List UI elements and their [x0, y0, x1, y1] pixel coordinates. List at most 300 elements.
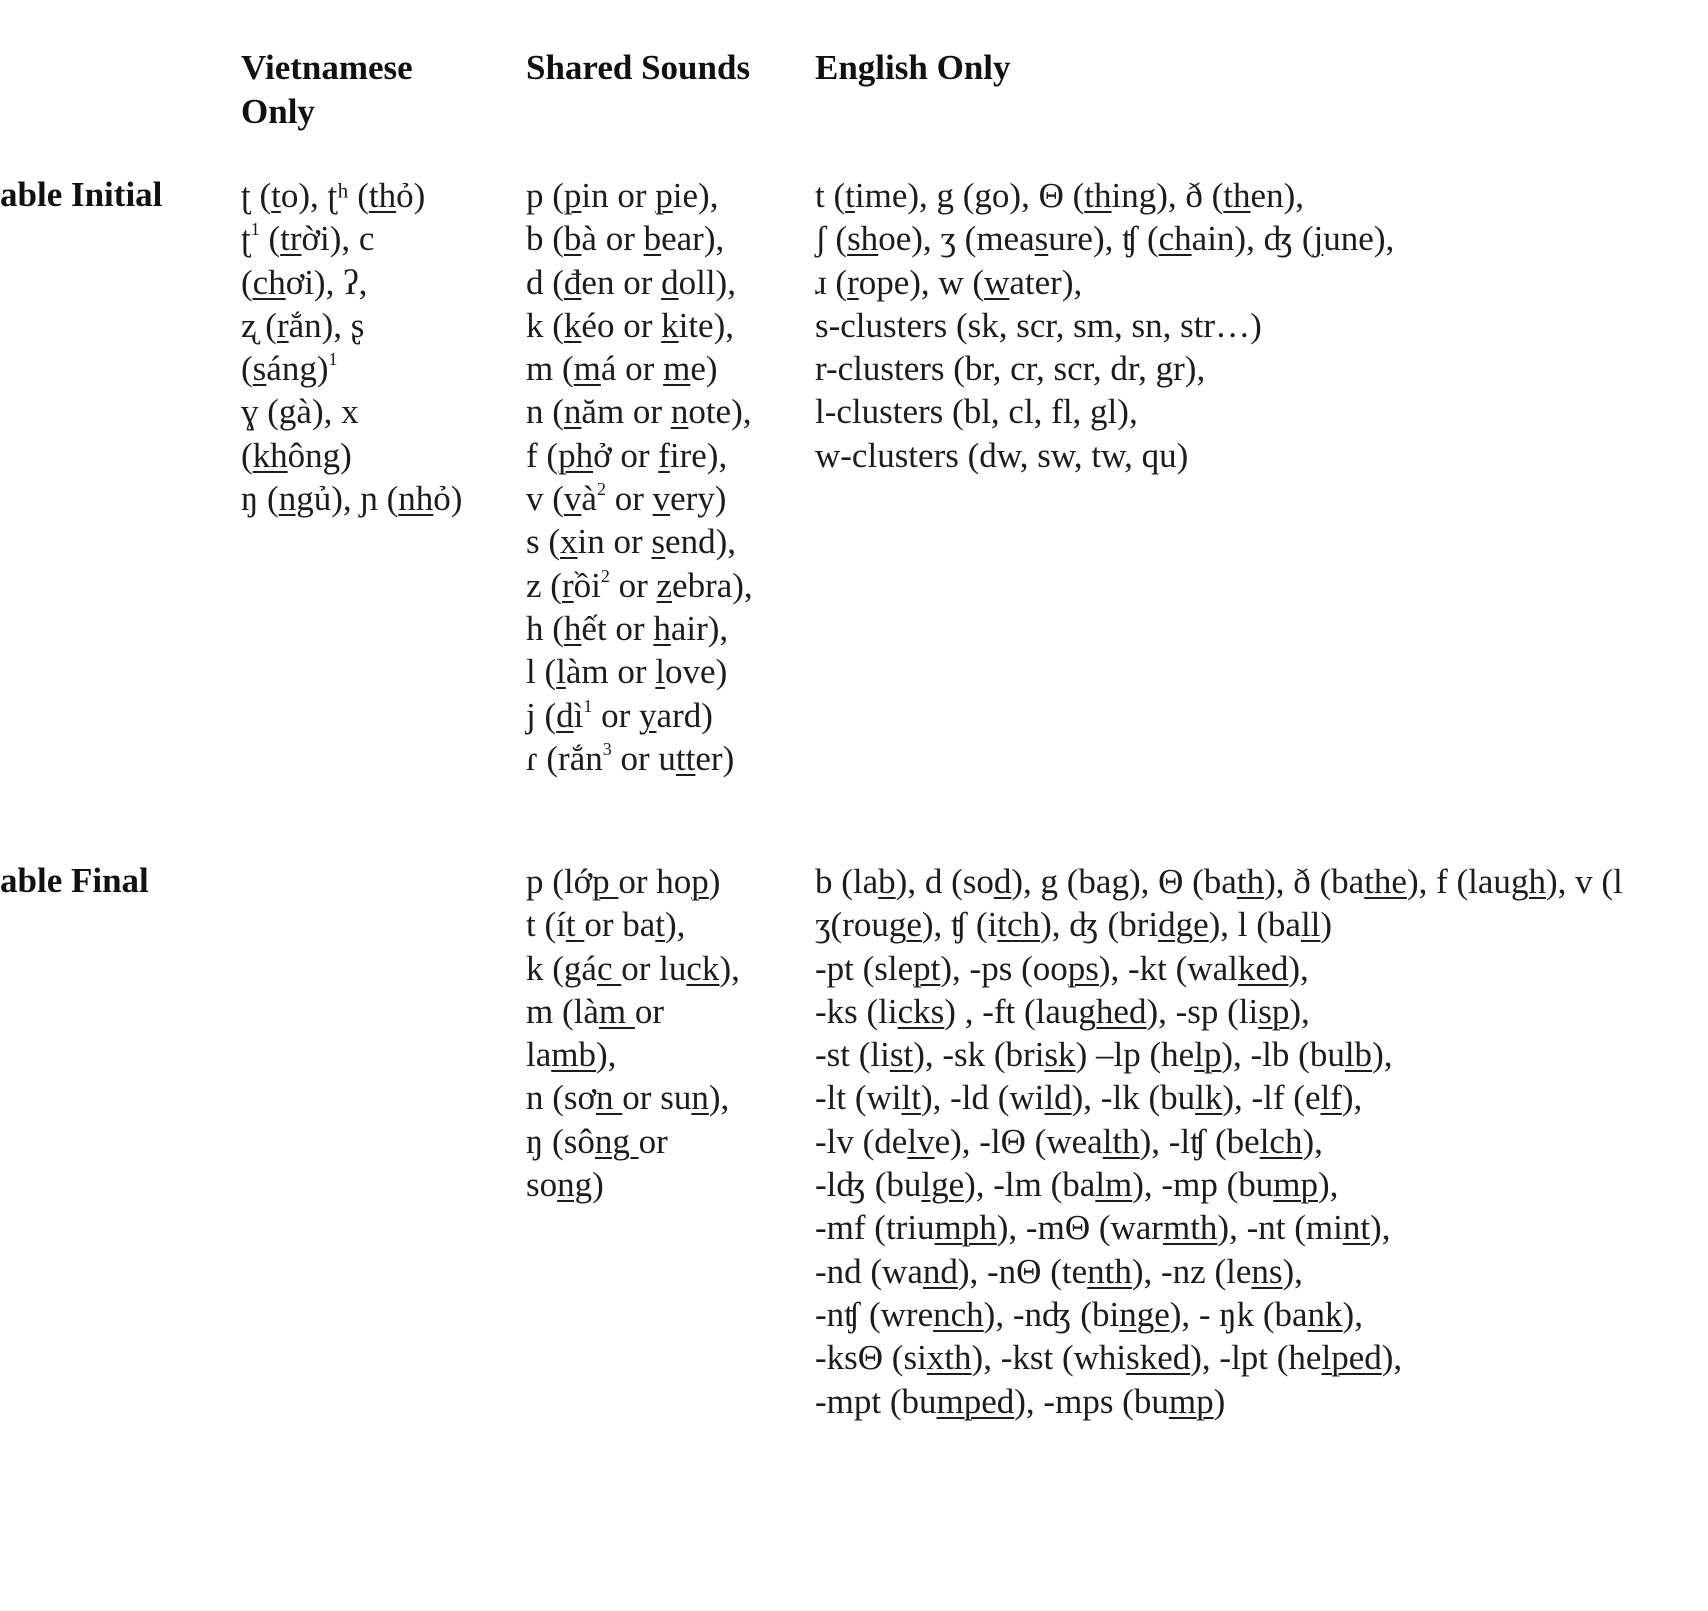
text-segment: air),	[670, 608, 729, 648]
text-segment: or ba	[584, 905, 656, 945]
text-segment: ),	[1370, 1208, 1391, 1248]
cell-line	[815, 1336, 1623, 1379]
text-segment: ʈ (	[241, 176, 272, 215]
underlined-grapheme: r	[561, 565, 574, 605]
cell-line	[815, 903, 1623, 946]
underlined-grapheme: ghed	[1078, 991, 1147, 1031]
underlined-grapheme: v	[652, 479, 671, 519]
cell-line	[526, 347, 753, 390]
text-segment: ),	[1302, 1121, 1323, 1161]
underlined-grapheme: b	[878, 862, 896, 901]
cell-final-shared-sounds	[526, 860, 740, 1206]
underlined-grapheme: lped	[1321, 1338, 1382, 1378]
text-segment: ì	[573, 695, 584, 735]
underlined-grapheme: sk	[1044, 1035, 1076, 1075]
text-segment: -ksΘ (si	[815, 1338, 927, 1378]
text-segment: ), -sk (bri	[913, 1035, 1045, 1075]
cell-line	[815, 1033, 1623, 1076]
underlined-grapheme: th	[1223, 176, 1251, 215]
underlined-grapheme: ng	[278, 479, 314, 519]
text-segment: -mf (triu	[815, 1208, 935, 1248]
cell-line	[815, 1380, 1623, 1423]
cell-line	[526, 903, 740, 946]
text-segment: so	[526, 1165, 558, 1205]
underlined-grapheme: f	[658, 435, 670, 475]
text-segment: (	[241, 349, 253, 389]
text-segment: p (lớ	[526, 862, 593, 901]
text-segment: ɾ (rắn	[526, 738, 603, 778]
underlined-grapheme: ph	[558, 435, 594, 475]
text-segment: m (	[526, 349, 574, 389]
underlined-grapheme: ch	[252, 262, 286, 302]
underlined-grapheme: th	[1084, 176, 1112, 215]
underlined-grapheme: w	[984, 262, 1010, 302]
text-segment: e)	[690, 349, 718, 389]
text-segment: s-clusters (sk, scr, sm, sn, str…)	[815, 305, 1262, 345]
underlined-grapheme: r	[276, 305, 289, 345]
text-segment: ),	[1372, 1035, 1393, 1075]
text-segment: o), Θ (	[991, 176, 1085, 215]
text-segment: or	[638, 1121, 668, 1161]
cell-initial-english-only	[815, 174, 1394, 477]
text-segment: ủ), ɲ (	[313, 479, 399, 519]
text-segment: -lt (wi	[815, 1078, 902, 1118]
underlined-grapheme: c	[596, 948, 622, 988]
underlined-grapheme: mth	[1162, 1208, 1218, 1248]
underlined-grapheme: ld	[1044, 1078, 1072, 1118]
text-segment: ), -kt (wal	[1098, 948, 1238, 988]
cell-line	[815, 1250, 1623, 1293]
footnote-marker: 1	[328, 349, 338, 370]
text-segment: (	[241, 435, 253, 475]
text-segment: ),	[1317, 1165, 1339, 1205]
text-segment: ), -kst (whi	[971, 1338, 1127, 1378]
underlined-grapheme: the	[1364, 862, 1407, 901]
underlined-grapheme: gh	[1510, 862, 1546, 901]
underlined-grapheme: nk	[1307, 1294, 1343, 1334]
underlined-grapheme: m	[663, 349, 691, 389]
text-segment: ), -nΘ (te	[957, 1251, 1088, 1291]
cell-line	[815, 390, 1394, 433]
underlined-grapheme: n	[691, 1078, 709, 1118]
text-segment: ie),	[672, 176, 719, 215]
underlined-grapheme: tch	[997, 905, 1041, 945]
text-segment: ), -nz (le	[1131, 1251, 1252, 1291]
cell-initial-shared-sounds	[526, 174, 753, 780]
text-segment: ater),	[1009, 262, 1083, 302]
underlined-grapheme: x	[560, 522, 578, 562]
underlined-grapheme: l	[655, 652, 666, 692]
text-segment: e), -lΘ (wea	[934, 1121, 1103, 1161]
text-segment: n (sơ	[526, 1078, 597, 1118]
underlined-grapheme: lk	[1195, 1078, 1223, 1118]
underlined-grapheme: t	[655, 905, 666, 945]
underlined-grapheme: b	[643, 219, 662, 259]
underlined-grapheme: ng	[557, 1165, 593, 1205]
underlined-grapheme: ng	[594, 1121, 639, 1161]
text-segment: éo or	[581, 305, 662, 345]
underlined-grapheme: nd	[922, 1251, 958, 1291]
text-segment: ŋ (sô	[526, 1121, 595, 1161]
text-segment: n (	[526, 392, 564, 432]
underlined-grapheme: pt	[913, 948, 941, 988]
underlined-grapheme: mph	[934, 1208, 997, 1248]
underlined-grapheme: g	[974, 176, 992, 215]
text-segment: ain), ʤ (	[1191, 219, 1314, 259]
text-segment: áng)	[266, 349, 329, 389]
underlined-grapheme: sh	[847, 219, 879, 259]
underlined-grapheme: nge	[1119, 1294, 1170, 1334]
text-segment: ) , -ft (lau	[944, 991, 1079, 1031]
footnote-marker: 2	[600, 565, 610, 586]
underlined-grapheme: nt	[1342, 1208, 1371, 1248]
underlined-grapheme: nch	[933, 1294, 984, 1334]
cell-line	[815, 990, 1623, 1033]
underlined-grapheme: h	[563, 608, 582, 648]
text-segment: ), -ld (wi	[920, 1078, 1045, 1118]
underlined-grapheme: lth	[1102, 1121, 1140, 1161]
underlined-grapheme: mb	[551, 1035, 596, 1075]
text-segment: ắn), ʂ	[288, 305, 365, 345]
text-segment: ʒ(rou	[815, 905, 889, 945]
underlined-grapheme: r	[847, 262, 859, 302]
underlined-grapheme: lv	[907, 1121, 935, 1161]
underlined-grapheme: lch	[1259, 1121, 1303, 1161]
text-segment: m (là	[526, 991, 599, 1031]
underlined-grapheme: lt	[901, 1078, 921, 1118]
text-segment: l (	[526, 652, 557, 692]
text-segment: ɣ (	[241, 392, 279, 432]
underlined-grapheme: lp	[1194, 1035, 1222, 1075]
underlined-grapheme: d	[661, 262, 679, 302]
underlined-grapheme: n	[563, 392, 582, 432]
text-segment: en or	[581, 262, 662, 302]
underlined-grapheme: t	[845, 176, 855, 215]
text-segment: ope), w (	[858, 262, 985, 302]
cell-line	[526, 860, 740, 903]
underlined-grapheme: s	[1034, 219, 1049, 259]
cell-line	[526, 947, 740, 990]
text-segment: or ho	[618, 862, 692, 901]
cell-line	[241, 217, 462, 260]
text-segment: -st (li	[815, 1035, 890, 1075]
cell-line	[526, 174, 753, 217]
text-segment: ), ʧ (i	[921, 905, 998, 945]
underlined-grapheme: p	[655, 176, 673, 215]
text-segment: ),	[596, 1035, 617, 1075]
text-segment: ở or	[593, 435, 659, 475]
cell-line	[526, 607, 753, 650]
text-segment: ỏ)	[433, 479, 463, 519]
underlined-grapheme: mp	[1168, 1381, 1214, 1421]
underlined-grapheme: lf	[1320, 1078, 1342, 1118]
text-segment: ời), c	[301, 219, 375, 259]
text-segment: ), -mΘ (war	[996, 1208, 1163, 1248]
text-segment: (	[241, 262, 253, 302]
underlined-grapheme: sked	[1126, 1338, 1191, 1378]
text-segment: r-clusters (br, cr, scr, dr, gr),	[815, 349, 1206, 389]
cell-line	[526, 390, 753, 433]
underlined-grapheme: p	[592, 862, 619, 901]
underlined-grapheme: ps	[1067, 948, 1099, 988]
underlined-grapheme: sp	[1258, 991, 1290, 1031]
cell-line	[815, 174, 1394, 217]
text-segment: ), -nt (mi	[1217, 1208, 1343, 1248]
underlined-grapheme: p	[691, 862, 709, 901]
underlined-grapheme: ck	[686, 948, 720, 988]
text-segment: f (	[526, 435, 559, 475]
text-segment: ), v (l	[1545, 862, 1623, 901]
cell-line	[815, 1120, 1623, 1163]
cell-line	[526, 1076, 740, 1119]
text-segment: end),	[665, 522, 736, 562]
text-segment: ery)	[670, 479, 727, 519]
text-segment: ote),	[688, 392, 752, 432]
text-segment: )	[1213, 1381, 1226, 1421]
underlined-grapheme: lge	[921, 1165, 965, 1205]
underlined-grapheme: m	[573, 349, 601, 389]
underlined-grapheme: cks	[897, 991, 945, 1031]
text-segment: s (	[526, 522, 561, 562]
text-segment: ure), ʧ (	[1048, 219, 1159, 259]
text-segment: en),	[1250, 176, 1304, 215]
text-segment: l-clusters (bl, cl, fl, gl),	[815, 392, 1138, 432]
text-segment: ), g (ba	[1011, 862, 1112, 901]
underlined-grapheme: b	[563, 219, 582, 259]
text-segment: ),	[1282, 1251, 1303, 1291]
text-segment: á or	[600, 349, 664, 389]
header-vietnamese-only	[241, 46, 413, 134]
cell-final-english-only	[815, 860, 1623, 1423]
text-segment: ), d (so	[895, 862, 994, 901]
text-segment: t (	[815, 176, 846, 215]
text-segment: d (	[526, 262, 564, 302]
underlined-grapheme: g	[278, 392, 297, 432]
underlined-grapheme: p	[563, 176, 582, 215]
footnote-marker: 1	[250, 219, 260, 240]
underlined-grapheme: tt	[675, 738, 696, 778]
text-segment: ỏ)	[396, 176, 426, 215]
text-segment: oe), ʒ (mea	[878, 219, 1035, 259]
text-segment: ear),	[661, 219, 725, 259]
text-segment: b (	[526, 219, 564, 259]
text-segment: b (la	[815, 862, 879, 901]
text-segment: -ks (li	[815, 991, 898, 1031]
underlined-grapheme: s	[252, 349, 267, 389]
underlined-grapheme: g	[1111, 862, 1129, 901]
underlined-grapheme: ns	[1251, 1251, 1283, 1291]
text-segment: ), ð (ba	[1264, 862, 1365, 901]
underlined-grapheme: th	[1236, 862, 1265, 901]
cell-line	[241, 390, 462, 433]
underlined-grapheme: tr	[280, 219, 302, 259]
cell-line	[815, 261, 1394, 304]
underlined-grapheme: t	[271, 176, 281, 215]
text-segment: ʈ	[241, 219, 251, 259]
text-segment: -lv (de	[815, 1121, 908, 1161]
header-shared-sounds: Shared Sounds	[526, 48, 751, 87]
underlined-grapheme: d	[556, 695, 574, 735]
text-segment: àm or	[565, 652, 656, 692]
text-segment: p (	[526, 176, 564, 215]
text-segment: à or	[581, 219, 644, 259]
underlined-grapheme: t	[565, 905, 585, 945]
cell-line	[241, 174, 462, 217]
text-segment: v (	[526, 479, 564, 519]
underlined-grapheme: lb	[1344, 1035, 1373, 1075]
text-segment: ove)	[665, 652, 728, 692]
cell-line	[241, 261, 462, 304]
text-segment: ), f (lau	[1406, 862, 1511, 901]
underlined-grapheme: v	[563, 479, 582, 519]
text-segment: ), ʤ (bri	[1040, 905, 1159, 945]
text-segment: in or	[581, 176, 656, 215]
header-english-only: English Only	[815, 48, 1011, 87]
text-segment: ồi	[573, 565, 601, 605]
text-segment: -nʧ (wre	[815, 1294, 934, 1334]
cell-line	[526, 1120, 740, 1163]
text-segment: ),	[1341, 1078, 1363, 1118]
text-segment: in or	[577, 522, 652, 562]
cell-line	[526, 694, 753, 737]
cell-line	[241, 434, 462, 477]
text-segment: ʐ (	[241, 305, 277, 345]
cell-line	[526, 737, 753, 780]
text-segment: ông)	[287, 435, 352, 475]
text-segment: ebra),	[672, 565, 753, 605]
underlined-grapheme: th	[368, 176, 397, 215]
cell-line	[815, 434, 1394, 477]
underlined-grapheme: k	[563, 305, 582, 345]
underlined-grapheme: n	[670, 392, 689, 432]
underlined-grapheme: ked	[1237, 948, 1289, 988]
text-segment: )	[708, 862, 721, 901]
row-label-initial: able Initial	[0, 175, 163, 214]
cell-line	[815, 217, 1394, 260]
text-segment: o), ʈʰ (	[280, 176, 369, 215]
text-segment: oll),	[678, 262, 736, 302]
cell-line	[526, 217, 753, 260]
text-segment: ), Θ (ba	[1128, 862, 1237, 901]
text-segment: une),	[1323, 219, 1395, 259]
text-segment: w-clusters (dw, sw, tw, qu)	[815, 435, 1189, 475]
text-segment: ), -mp (bu	[1132, 1165, 1274, 1205]
text-segment: ), -mps (bu	[1014, 1381, 1169, 1421]
text-segment: ɹ (	[815, 262, 848, 302]
text-segment: or	[605, 479, 653, 519]
cell-line	[815, 860, 1623, 903]
cell-line	[815, 1293, 1623, 1336]
text-segment: or u	[611, 738, 676, 778]
text-segment: ),	[1288, 948, 1309, 988]
cell-line	[526, 434, 753, 477]
underlined-grapheme: st	[889, 1035, 914, 1075]
text-segment: à	[581, 479, 597, 519]
underlined-grapheme: ll	[1300, 905, 1321, 945]
underlined-grapheme: mped	[936, 1381, 1015, 1421]
cell-line	[526, 520, 753, 563]
text-segment: or	[634, 991, 665, 1031]
text-segment: ite),	[678, 305, 734, 345]
cell-line	[526, 304, 753, 347]
text-segment: ), -lk (bu	[1071, 1078, 1196, 1118]
underlined-grapheme: nth	[1087, 1251, 1132, 1291]
text-segment: ),	[665, 905, 686, 945]
underlined-grapheme: ge	[888, 905, 922, 945]
text-segment: j (	[526, 695, 557, 735]
text-segment: -mpt (bu	[815, 1381, 937, 1421]
cell-line	[526, 1033, 740, 1076]
cell-line	[815, 304, 1394, 347]
text-segment: ire),	[669, 435, 728, 475]
text-segment: ), -lb (bu	[1221, 1035, 1345, 1075]
underlined-grapheme: d	[993, 862, 1012, 901]
cell-line	[241, 304, 462, 347]
text-segment: ), -lf (e	[1222, 1078, 1321, 1118]
text-segment: ăm or	[581, 392, 671, 432]
text-segment: er)	[695, 738, 735, 778]
underlined-grapheme: s	[651, 522, 666, 562]
underlined-grapheme: nh	[398, 479, 434, 519]
text-segment: ),	[719, 948, 740, 988]
footnote-marker: 1	[583, 695, 593, 716]
text-segment: la	[526, 1035, 552, 1075]
text-segment: ing), ð (	[1111, 176, 1224, 215]
text-segment: ), -ps (oo	[940, 948, 1068, 988]
underlined-grapheme: j	[1313, 219, 1324, 259]
text-segment: ) –lp (he	[1075, 1035, 1195, 1075]
text-segment: ime), g (	[854, 176, 975, 215]
underlined-grapheme: y	[639, 695, 657, 735]
text-segment: or	[592, 695, 640, 735]
underlined-grapheme: l	[556, 652, 566, 692]
cell-initial-vietnamese-only	[241, 174, 462, 520]
cell-line	[526, 564, 753, 607]
cell-line	[815, 1076, 1623, 1119]
text-segment: ết or	[581, 608, 654, 648]
text-segment: or	[609, 565, 657, 605]
text-segment: -lʤ (bu	[815, 1165, 922, 1205]
text-segment: ),	[1381, 1338, 1403, 1378]
text-segment: ), -nʤ (bi	[983, 1294, 1120, 1334]
footnote-marker: 3	[602, 738, 612, 759]
text-segment: ʃ (	[815, 219, 848, 259]
text-segment: ),	[1289, 991, 1310, 1031]
text-segment: (	[259, 219, 281, 259]
underlined-grapheme: dge	[1158, 905, 1209, 945]
text-segment: )	[592, 1165, 604, 1205]
underlined-grapheme: m	[598, 991, 635, 1031]
underlined-grapheme: lm	[1095, 1165, 1133, 1205]
text-segment: or su	[622, 1078, 692, 1118]
text-segment: ), -lʧ (be	[1139, 1121, 1260, 1161]
text-segment: )	[1320, 905, 1333, 945]
text-segment: ),	[1342, 1294, 1363, 1334]
underlined-grapheme: z	[656, 565, 673, 605]
text-segment: h (	[526, 608, 564, 648]
cell-line	[241, 477, 462, 520]
text-segment: ), -lm (ba	[964, 1165, 1096, 1205]
text-segment: ), - ŋk (ba	[1169, 1294, 1308, 1334]
cell-line	[526, 990, 740, 1033]
cell-line	[241, 347, 462, 390]
text-segment: ơi), ʔ,	[285, 262, 368, 302]
underlined-grapheme: h	[653, 608, 671, 648]
text-segment: k (gá	[526, 948, 597, 988]
text-segment: ),	[708, 1078, 730, 1118]
underlined-grapheme: đ	[563, 262, 582, 302]
text-segment: -pt (sle	[815, 948, 914, 988]
